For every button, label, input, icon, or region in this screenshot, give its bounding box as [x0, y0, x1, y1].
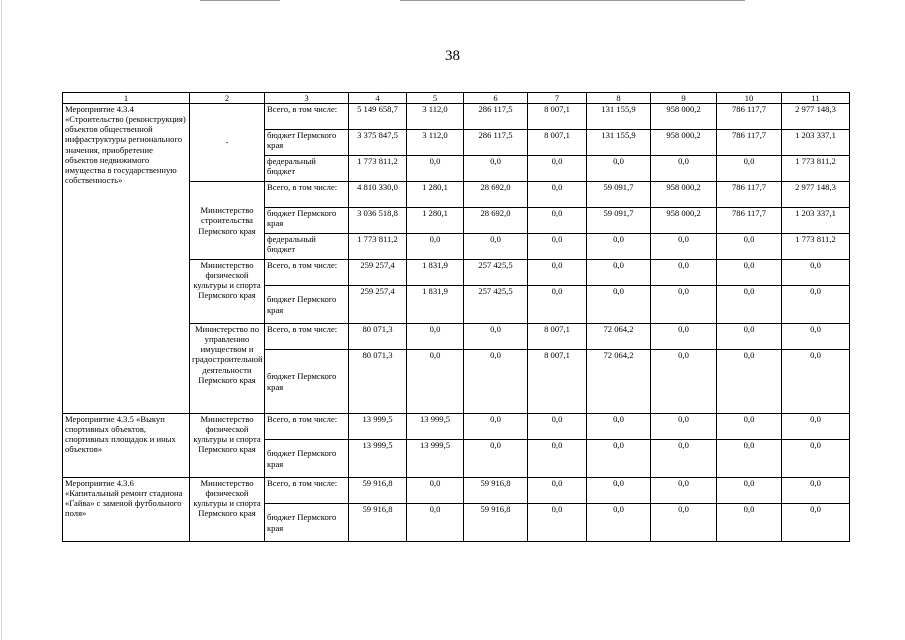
scan-top-line-right: [400, 0, 745, 1]
table-cell: 0,0: [407, 156, 464, 182]
table-cell: 13 999,5: [349, 440, 407, 478]
column-number: 10: [717, 93, 782, 104]
executor-cell: Министерство физической культуры и спорта Пермского края: [190, 260, 265, 324]
table-cell: 0,0: [528, 260, 587, 286]
table-cell: 8 007,1: [528, 104, 587, 130]
executor-cell: Министерство физической культуры и спорта Пермского края: [190, 478, 265, 542]
table-cell: 0,0: [651, 504, 717, 542]
funding-source: бюджет Пермского края: [265, 440, 349, 478]
executor-cell: Министерство физической культуры и спорта Пермского края: [190, 414, 265, 478]
table-cell: 0,0: [717, 260, 782, 286]
table-cell: 0,0: [528, 156, 587, 182]
table-cell: 0,0: [464, 156, 528, 182]
table-cell: 0,0: [587, 156, 651, 182]
table-cell: 0,0: [717, 414, 782, 440]
table-cell: 13 999,5: [407, 414, 464, 440]
table-cell: 0,0: [407, 478, 464, 504]
scan-left-edge: [1, 0, 2, 640]
table-cell: 0,0: [407, 504, 464, 542]
table-cell: 0,0: [717, 324, 782, 350]
funding-source: бюджет Пермского края: [265, 286, 349, 324]
table-cell: 0,0: [651, 234, 717, 260]
table-cell: 0,0: [528, 414, 587, 440]
table-cell: 8 007,1: [528, 324, 587, 350]
table-cell: 1 831,9: [407, 260, 464, 286]
table-cell: 72 064,2: [587, 324, 651, 350]
table-cell: 0,0: [782, 260, 850, 286]
funding-source: Всего, в том числе:: [265, 104, 349, 130]
table-cell: 1 280,1: [407, 208, 464, 234]
event-title: Мероприятие 4.3.6 «Капитальный ремонт стадиона «Гайва» с заменой футбольного поля»: [63, 478, 190, 542]
column-number: 8: [587, 93, 651, 104]
table-cell: 1 280,1: [407, 182, 464, 208]
table-cell: 72 064,2: [587, 350, 651, 414]
table-cell: 958 000,2: [651, 130, 717, 156]
executor-cell: -: [190, 104, 265, 182]
table-cell: 8 007,1: [528, 130, 587, 156]
table-cell: 0,0: [407, 350, 464, 414]
executor-cell: Министерство по управлению имуществом и градостроительной деятельности Пермского края: [190, 324, 265, 414]
column-number: 2: [190, 93, 265, 104]
table-cell: 0,0: [528, 234, 587, 260]
page-number: 38: [445, 48, 460, 64]
table-cell: 0,0: [464, 350, 528, 414]
table-cell: 0,0: [717, 156, 782, 182]
table-cell: 1 773 811,2: [782, 234, 850, 260]
table-cell: 0,0: [717, 478, 782, 504]
column-number: 3: [265, 93, 349, 104]
funding-source: Всего, в том числе:: [265, 182, 349, 208]
table-cell: 80 071,3: [349, 324, 407, 350]
table-cell: 1 831,9: [407, 286, 464, 324]
scan-top-line-left: [200, 0, 280, 1]
table-cell: 4 810 330,0: [349, 182, 407, 208]
table-cell: 28 692,0: [464, 182, 528, 208]
table-cell: 0,0: [528, 504, 587, 542]
column-number: 4: [349, 93, 407, 104]
table-cell: 80 071,3: [349, 350, 407, 414]
table-cell: 59 916,8: [349, 478, 407, 504]
budget-table: [62, 92, 850, 542]
table-cell: 0,0: [651, 478, 717, 504]
table-cell: 0,0: [782, 478, 850, 504]
table-cell: 3 375 847,5: [349, 130, 407, 156]
column-number: 1: [63, 93, 190, 104]
funding-source: федеральный бюджет: [265, 156, 349, 182]
table-cell: 958 000,2: [651, 104, 717, 130]
table-cell: 786 117,7: [717, 208, 782, 234]
table-cell: 13 999,5: [407, 440, 464, 478]
table-cell: 59 916,8: [349, 504, 407, 542]
table-cell: 786 117,7: [717, 182, 782, 208]
table-cell: 0,0: [651, 414, 717, 440]
funding-source: бюджет Пермского края: [265, 208, 349, 234]
table-cell: 0,0: [528, 478, 587, 504]
table-cell: 0,0: [464, 324, 528, 350]
table-cell: 0,0: [464, 234, 528, 260]
table-row: [63, 104, 850, 130]
event-title: Мероприятие 4.3.5 «Выкуп спортивных объектов, спортивных площадок и иных объектов»: [63, 414, 190, 478]
table-cell: 59 916,8: [464, 478, 528, 504]
table-cell: 8 007,1: [528, 350, 587, 414]
table-cell: 131 155,9: [587, 104, 651, 130]
table-cell: 1 203 337,1: [782, 130, 850, 156]
funding-source: бюджет Пермского края: [265, 350, 349, 414]
event-title: Мероприятие 4.3.4 «Строительство (реконструкция) объектов общественной инфраструктуры регионального значения, приобретение объектов недвижимого имущества в государственную собственность»: [63, 104, 190, 414]
table-cell: 3 112,0: [407, 130, 464, 156]
table-cell: 0,0: [717, 350, 782, 414]
table-cell: 2 977 148,3: [782, 182, 850, 208]
table-cell: 0,0: [464, 440, 528, 478]
table-cell: 257 425,5: [464, 286, 528, 324]
column-number: 7: [528, 93, 587, 104]
table-cell: 958 000,2: [651, 208, 717, 234]
table-cell: 0,0: [587, 286, 651, 324]
table-cell: 0,0: [407, 324, 464, 350]
funding-source: Всего, в том числе:: [265, 260, 349, 286]
table-cell: 0,0: [587, 478, 651, 504]
table-cell: 1 773 811,2: [349, 156, 407, 182]
table-cell: 0,0: [587, 504, 651, 542]
table-cell: 1 203 337,1: [782, 208, 850, 234]
funding-source: Всего, в том числе:: [265, 478, 349, 504]
funding-source: бюджет Пермского края: [265, 504, 349, 542]
table-cell: 0,0: [717, 504, 782, 542]
table-cell: 28 692,0: [464, 208, 528, 234]
table-cell: 0,0: [717, 440, 782, 478]
table-cell: 0,0: [651, 350, 717, 414]
funding-source: федеральный бюджет: [265, 234, 349, 260]
funding-source: Всего, в том числе:: [265, 324, 349, 350]
table-cell: 0,0: [407, 234, 464, 260]
table-cell: 59 091,7: [587, 208, 651, 234]
column-number: 11: [782, 93, 850, 104]
table-cell: 286 117,5: [464, 130, 528, 156]
table-cell: 0,0: [782, 440, 850, 478]
table-cell: 13 999,5: [349, 414, 407, 440]
table-cell: 786 117,7: [717, 130, 782, 156]
table-cell: 0,0: [464, 414, 528, 440]
table-cell: 1 773 811,2: [782, 156, 850, 182]
table-cell: 0,0: [651, 324, 717, 350]
table-row: [63, 478, 850, 504]
table-cell: 259 257,4: [349, 260, 407, 286]
table-cell: 0,0: [528, 440, 587, 478]
table-cell: 286 117,5: [464, 104, 528, 130]
table-cell: 0,0: [717, 286, 782, 324]
table-cell: 59 091,7: [587, 182, 651, 208]
table-cell: 786 117,7: [717, 104, 782, 130]
funding-source: Всего, в том числе:: [265, 414, 349, 440]
table-cell: 3 112,0: [407, 104, 464, 130]
table-cell: 958 000,2: [651, 182, 717, 208]
table-cell: 0,0: [782, 504, 850, 542]
table-cell: 0,0: [587, 260, 651, 286]
table-cell: 0,0: [651, 156, 717, 182]
table-cell: 0,0: [587, 414, 651, 440]
table-cell: 0,0: [717, 234, 782, 260]
table-cell: 0,0: [651, 286, 717, 324]
column-number: 6: [464, 93, 528, 104]
table-cell: 0,0: [528, 286, 587, 324]
table-cell: 0,0: [782, 414, 850, 440]
column-number-row: [63, 93, 850, 104]
table-cell: 0,0: [782, 324, 850, 350]
table-cell: 0,0: [587, 234, 651, 260]
table-cell: 0,0: [587, 440, 651, 478]
table-cell: 59 916,8: [464, 504, 528, 542]
column-number: 9: [651, 93, 717, 104]
table-cell: 257 425,5: [464, 260, 528, 286]
table-cell: 0,0: [651, 440, 717, 478]
table-cell: 1 773 811,2: [349, 234, 407, 260]
table-cell: 0,0: [651, 260, 717, 286]
column-number: 5: [407, 93, 464, 104]
table-row: [63, 414, 850, 440]
table-cell: 0,0: [782, 286, 850, 324]
table-cell: 131 155,9: [587, 130, 651, 156]
table-cell: 0,0: [528, 182, 587, 208]
executor-cell: Министерство строительства Пермского края: [190, 182, 265, 260]
table-cell: 0,0: [528, 208, 587, 234]
table-cell: 5 149 658,7: [349, 104, 407, 130]
funding-source: бюджет Пермского края: [265, 130, 349, 156]
table-cell: 3 036 518,8: [349, 208, 407, 234]
table-cell: 259 257,4: [349, 286, 407, 324]
table-cell: 2 977 148,3: [782, 104, 850, 130]
table-cell: 0,0: [782, 350, 850, 414]
